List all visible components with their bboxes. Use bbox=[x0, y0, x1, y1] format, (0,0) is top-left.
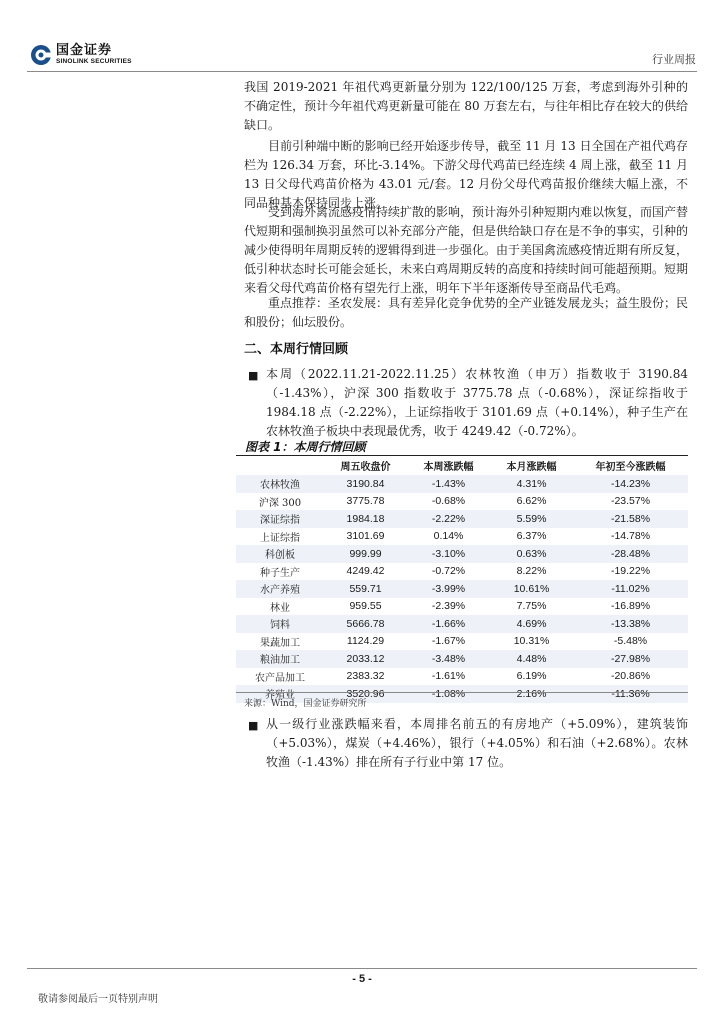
cell-close: 959.55 bbox=[349, 600, 382, 613]
cell-month-change: 2.16% bbox=[490, 685, 573, 703]
cell-ytd-change: -14.23% bbox=[573, 475, 688, 493]
cell-week-change: -1.61% bbox=[431, 670, 466, 683]
logo bbox=[30, 42, 132, 68]
table-row bbox=[236, 668, 688, 686]
cell-close: 3190.84 bbox=[324, 475, 407, 493]
cell-close: 4249.42 bbox=[346, 565, 385, 578]
paragraph-3: 受到海外禽流感疫情持续扩散的影响，预计海外引种短期内难以恢复，而国产替代短期和强制换羽虽然可以补充部分产能，但是供给缺口存在是不争的事实，引种的减少使得明年周期反转的逻辑得到进一步强化。由于美国禽流感疫情近期有所反复，低引种状态时长可能会延长，未来白鸡周期反转的高度和持续时间可能超预期。短期来看父母代鸡苗价格有望先行上涨，明年下半年逐渐传导至商品代毛鸡。 bbox=[244, 205, 689, 295]
page-number: - 5 - bbox=[352, 973, 372, 985]
table-header-row bbox=[236, 456, 688, 475]
row-name: 农林牧渔 bbox=[236, 475, 324, 493]
row-name: 水产养殖 bbox=[236, 580, 324, 598]
row-name: 林业 bbox=[270, 602, 290, 614]
row-name: 饲料 bbox=[236, 615, 324, 633]
table-row bbox=[236, 615, 688, 633]
row-name: 果蔬加工 bbox=[260, 637, 300, 649]
row-name: 沪深 300 bbox=[258, 497, 302, 509]
cell-ytd-change: -16.89% bbox=[610, 600, 651, 613]
figure-title: 图表 1：本周行情回顾 bbox=[245, 440, 366, 454]
table-row bbox=[236, 633, 688, 651]
paragraph-2: 目前引种端中断的影响已经开始逐步传导，截至 11 月 13 日全国在产祖代鸡存栏为 126.34 万套，环比-3.14%。下游父母代鸡苗已经连续 4 周上涨，截至 11 月 13 日父母代鸡苗价格为 43.01 元/套。12 月份父母代鸡苗报价继续大幅上涨，不同品种基本保持同步上涨。 bbox=[244, 139, 688, 210]
cell-month-change: 7.75% bbox=[516, 600, 547, 613]
cell-month-change: 4.48% bbox=[490, 650, 573, 668]
column-header: 本周涨跌幅 bbox=[407, 456, 490, 475]
cell-month-change: 4.31% bbox=[490, 475, 573, 493]
cell-close: 559.71 bbox=[324, 580, 407, 598]
cell-week-change: -0.68% bbox=[431, 495, 466, 508]
cell-week-change: -3.10% bbox=[407, 545, 490, 563]
bullet-icon: ■ bbox=[248, 369, 259, 382]
table-row bbox=[236, 650, 688, 668]
column-header: 年初至今涨跌幅 bbox=[573, 456, 688, 475]
cell-week-change: -1.67% bbox=[431, 635, 466, 648]
cell-week-change: -3.99% bbox=[407, 580, 490, 598]
bullet-paragraph-1: 本周（2022.11.21-2022.11.25）农林牧渔（申万）指数收于 3190.84（-1.43%），沪深 300 指数收于 3775.78 点（-0.68%），深证综指收于 1984.18 点（-2.22%），上证综指收于 3101.69 点（+0.14%），种子生产在农林牧渔子板块中表现最优秀，收于 4249.42（-0.72%）。 bbox=[266, 367, 688, 438]
cell-close: 2383.32 bbox=[346, 670, 385, 683]
market-review-table bbox=[236, 456, 688, 703]
cell-week-change: -1.66% bbox=[407, 615, 490, 633]
cell-month-change: 6.37% bbox=[516, 530, 547, 543]
cell-close: 2033.12 bbox=[324, 650, 407, 668]
bullet-icon: ■ bbox=[248, 719, 259, 732]
table-row bbox=[236, 563, 688, 581]
cell-ytd-change: -5.48% bbox=[613, 635, 648, 648]
row-name: 科创板 bbox=[236, 545, 324, 563]
cell-month-change: 10.31% bbox=[513, 635, 550, 648]
table-row bbox=[236, 580, 688, 598]
table-row bbox=[236, 545, 688, 563]
column-header: 周五收盘价 bbox=[324, 456, 407, 475]
cell-ytd-change: -23.57% bbox=[610, 495, 651, 508]
cell-ytd-change: -13.38% bbox=[573, 615, 688, 633]
cell-week-change: 0.14% bbox=[433, 530, 464, 543]
footer-divider bbox=[27, 968, 697, 969]
table-row bbox=[236, 510, 688, 528]
cell-month-change: 8.22% bbox=[516, 565, 547, 578]
cell-close: 999.99 bbox=[324, 545, 407, 563]
cell-ytd-change: -14.78% bbox=[610, 530, 651, 543]
row-name: 农产品加工 bbox=[255, 672, 305, 684]
cell-month-change: 10.61% bbox=[490, 580, 573, 598]
cell-close: 3101.69 bbox=[346, 530, 385, 543]
paragraph-1: 我国 2019-2021 年祖代鸡更新量分别为 122/100/125 万套，考虑到海外引种的不确定性，预计今年祖代鸡更新量可能在 80 万套左右，与往年相比存在较大的供给缺口。 bbox=[244, 80, 688, 132]
table-row bbox=[236, 475, 688, 493]
cell-close: 3775.78 bbox=[346, 495, 385, 508]
cell-ytd-change: -11.02% bbox=[573, 580, 688, 598]
table-row bbox=[236, 528, 688, 546]
cell-ytd-change: -27.98% bbox=[573, 650, 688, 668]
section-title: 二、本周行情回顾 bbox=[244, 342, 349, 357]
paragraph-4: 重点推荐：圣农发展：具有差异化竞争优势的全产业链发展龙头；益生股份；民和股份；仙坛股份。 bbox=[244, 296, 689, 329]
cell-ytd-change: -20.86% bbox=[610, 670, 651, 683]
table-row bbox=[236, 598, 688, 616]
row-name: 深证综指 bbox=[236, 510, 324, 528]
logo-icon bbox=[30, 44, 52, 66]
cell-week-change: -1.08% bbox=[407, 685, 490, 703]
cell-close: 1124.29 bbox=[346, 635, 385, 648]
cell-close: 5666.78 bbox=[324, 615, 407, 633]
cell-week-change: -3.48% bbox=[407, 650, 490, 668]
header-divider bbox=[27, 71, 697, 72]
cell-ytd-change: -28.48% bbox=[573, 545, 688, 563]
cell-month-change: 6.19% bbox=[516, 670, 547, 683]
row-name: 上证综指 bbox=[260, 532, 300, 544]
cell-month-change: 5.59% bbox=[490, 510, 573, 528]
footer-disclaimer: 敬请参阅最后一页特别声明 bbox=[38, 994, 158, 1005]
cell-ytd-change: -21.58% bbox=[573, 510, 688, 528]
cell-ytd-change: -11.36% bbox=[573, 685, 688, 703]
table-row bbox=[236, 493, 688, 511]
row-name: 种子生产 bbox=[260, 567, 300, 579]
cell-close: 3520.96 bbox=[324, 685, 407, 703]
logo-cn-text: 国金证券 bbox=[56, 43, 113, 59]
cell-week-change: -2.22% bbox=[407, 510, 490, 528]
cell-close: 1984.18 bbox=[324, 510, 407, 528]
row-name: 养殖业 bbox=[236, 685, 324, 703]
column-header bbox=[236, 456, 324, 475]
cell-month-change: 4.69% bbox=[490, 615, 573, 633]
cell-ytd-change: -19.22% bbox=[610, 565, 651, 578]
figure-bottom-rule bbox=[236, 692, 688, 693]
page-header bbox=[0, 0, 724, 80]
cell-week-change: -0.72% bbox=[431, 565, 466, 578]
column-header: 本月涨跌幅 bbox=[490, 456, 573, 475]
report-type: 行业周报 bbox=[652, 53, 696, 66]
row-name: 粮油加工 bbox=[236, 650, 324, 668]
logo-en-text: SINOLINK SECURITIES bbox=[56, 58, 132, 66]
cell-month-change: 6.62% bbox=[516, 495, 547, 508]
bullet-paragraph-2: 从一级行业涨跌幅来看，本周排名前五的有房地产（+5.09%），建筑装饰（+5.03%），煤炭（+4.46%），银行（+4.05%）和石油（+2.68%）。农林牧渔（-1.43%）排在所有子行业中第 17 位。 bbox=[266, 717, 688, 769]
cell-week-change: -1.43% bbox=[407, 475, 490, 493]
cell-month-change: 0.63% bbox=[490, 545, 573, 563]
figure-source: 来源：Wind，国金证券研究所 bbox=[244, 699, 367, 709]
cell-week-change: -2.39% bbox=[431, 600, 466, 613]
